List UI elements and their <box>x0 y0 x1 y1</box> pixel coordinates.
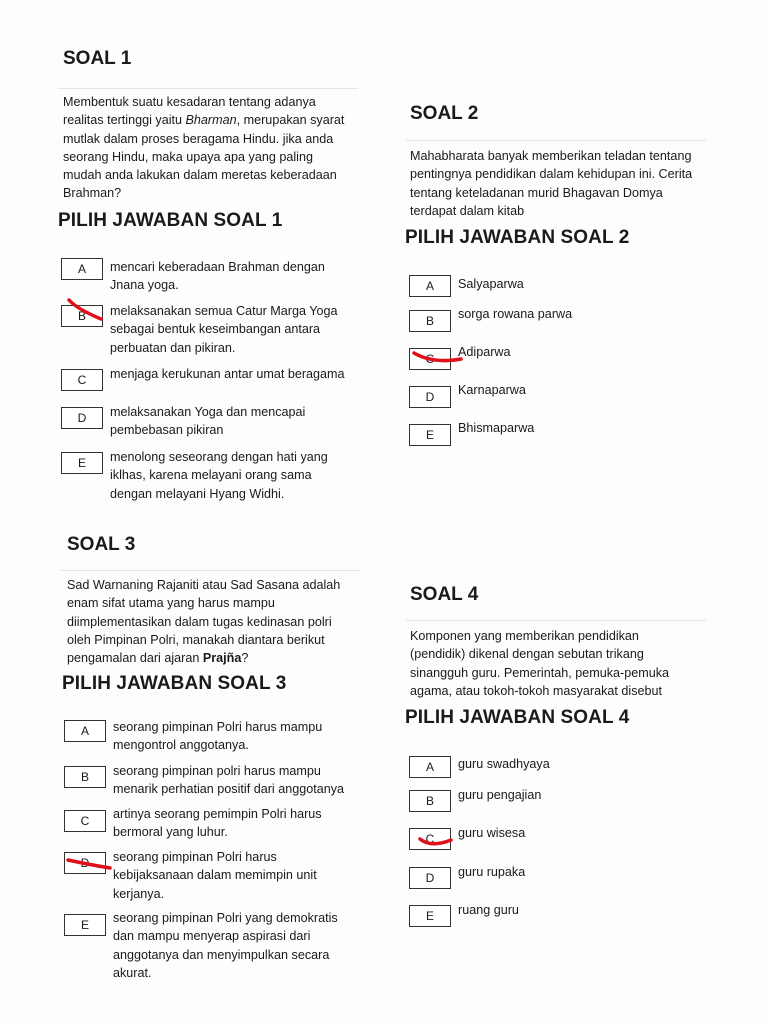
question-line: tentang keteladanan murid Bhagavan Domya <box>410 185 663 200</box>
option-letter-box[interactable]: E <box>61 452 103 474</box>
question-line: mudah anda lakukan dalam meretas keberadaan <box>63 168 337 183</box>
divider <box>406 140 706 141</box>
option-text: seorang pimpinan polri harus mampu menarik perhatian positif dari anggotanya <box>113 764 345 797</box>
option-text: mencari keberadaan Brahman dengan Jnana yoga. <box>110 260 325 293</box>
option-text: sorga rowana parwa <box>458 307 573 321</box>
soal-1-answer-heading: PILIH JAWABAN SOAL 1 <box>58 210 283 231</box>
option-text: ruang guru <box>458 903 519 917</box>
soal-2-question <box>410 147 730 220</box>
option-text: seorang pimpinan Polri yang demokratis dan mampu menyerap aspirasi dari anggotanya dan menyimpulkan secara akurat. <box>113 911 338 980</box>
question-line: terdapat dalam kitab <box>410 203 525 218</box>
option-text: Salyaparwa <box>458 277 524 291</box>
option-letter-box[interactable]: B <box>61 305 103 327</box>
option-text: seorang pimpinan Polri harus kebijaksanaan dalam memimpin unit kerjanya. <box>113 850 317 901</box>
question-line: enam sifat utama yang harus mampu <box>67 596 275 611</box>
option-text: menolong seseorang dengan hati yang iklhas, karena melayani orang sama dengan melayani Hyang Widhi. <box>110 450 328 501</box>
option-letter-box[interactable]: D <box>409 867 451 889</box>
option-letter-box[interactable]: A <box>61 258 103 280</box>
question-line: diimplementasikan dalam tugas kedinasan polri <box>67 614 332 629</box>
option-letter-box[interactable]: D <box>61 407 103 429</box>
option-text: Adiparwa <box>458 345 511 359</box>
divider <box>60 570 360 571</box>
question-line: (pendidik) dikenal dengan sebutan trikang <box>410 647 644 662</box>
option-text: guru wisesa <box>458 826 526 840</box>
option-text: seorang pimpinan Polri harus mampu mengontrol anggotanya. <box>113 720 323 753</box>
option-text: menjaga kerukunan antar umat beragama <box>110 367 345 381</box>
soal-4-title: SOAL 4 <box>410 584 479 605</box>
option-letter-box[interactable]: E <box>64 914 106 936</box>
option-text: melaksanakan Yoga dan mencapai pembebasan pikiran <box>110 405 306 438</box>
option-letter-box[interactable]: E <box>409 424 451 446</box>
option-text: Karnaparwa <box>458 383 526 397</box>
option-text: melaksanakan semua Catur Marga Yoga sebagai bentuk keseimbangan antara perbuatan dan pikiran. <box>110 304 338 355</box>
soal-2-answer-heading: PILIH JAWABAN SOAL 2 <box>405 227 630 248</box>
question-line: mutlak dalam proses beragama Hindu. jika anda <box>63 131 334 146</box>
option-letter-box[interactable]: D <box>409 386 451 408</box>
divider <box>58 88 358 89</box>
option-text: guru rupaka <box>458 865 526 879</box>
question-line: Membentuk suatu kesadaran tentang adanya <box>63 95 316 109</box>
divider <box>406 620 706 621</box>
question-line: realitas tertinggi yaitu Bharman, merupakan syarat <box>63 113 345 128</box>
soal-1-title: SOAL 1 <box>63 48 132 69</box>
option-letter-box[interactable]: E <box>409 905 451 927</box>
question-line: Brahman? <box>63 186 122 201</box>
question-line: pentingnya pendidikan dalam kehidupan ini. Cerita <box>410 167 693 182</box>
question-line: oleh Pimpinan Polri, manakah diantara berikut <box>67 632 325 647</box>
soal-4-question <box>410 627 730 700</box>
question-line: Komponen yang memberikan pendidikan <box>410 629 639 643</box>
option-letter-box[interactable]: C <box>64 810 106 832</box>
question-line: Sad Warnaning Rajaniti atau Sad Sasana adalah <box>67 578 341 592</box>
option-letter-box[interactable]: B <box>409 310 451 332</box>
option-letter-box[interactable]: A <box>409 275 451 297</box>
soal-4-answer-heading: PILIH JAWABAN SOAL 4 <box>405 707 630 728</box>
question-line: seorang Hindu, maka upaya apa yang paling <box>63 149 313 164</box>
option-text: guru pengajian <box>458 788 542 802</box>
soal-3-title: SOAL 3 <box>67 534 136 555</box>
option-text: artinya seorang pemimpin Polri harus bermoral yang luhur. <box>113 807 322 840</box>
option-letter-box[interactable]: A <box>409 756 451 778</box>
option-letter-box[interactable]: B <box>409 790 451 812</box>
option-letter-box[interactable]: B <box>64 766 106 788</box>
question-line: pengamalan dari ajaran Prajña? <box>67 651 249 666</box>
soal-1-question <box>63 93 363 203</box>
option-letter-box[interactable]: C <box>61 369 103 391</box>
question-line: Mahabharata banyak memberikan teladan tentang <box>410 149 692 163</box>
soal-3-answer-heading: PILIH JAWABAN SOAL 3 <box>62 673 287 694</box>
option-letter-box[interactable]: D <box>64 852 106 874</box>
question-line: sinangguh guru. Pemerintah, pemuka-pemuka <box>410 665 670 680</box>
option-letter-box[interactable]: C <box>409 828 451 850</box>
question-line: agama, atau tokoh-tokoh masyarakat disebut <box>410 683 663 698</box>
option-text: Bhismaparwa <box>458 421 535 435</box>
option-letter-box[interactable]: A <box>64 720 106 742</box>
soal-3-question <box>67 576 367 667</box>
option-text: guru swadhyaya <box>458 757 550 771</box>
option-letter-box[interactable]: C <box>409 348 451 370</box>
soal-2-title: SOAL 2 <box>410 103 479 124</box>
